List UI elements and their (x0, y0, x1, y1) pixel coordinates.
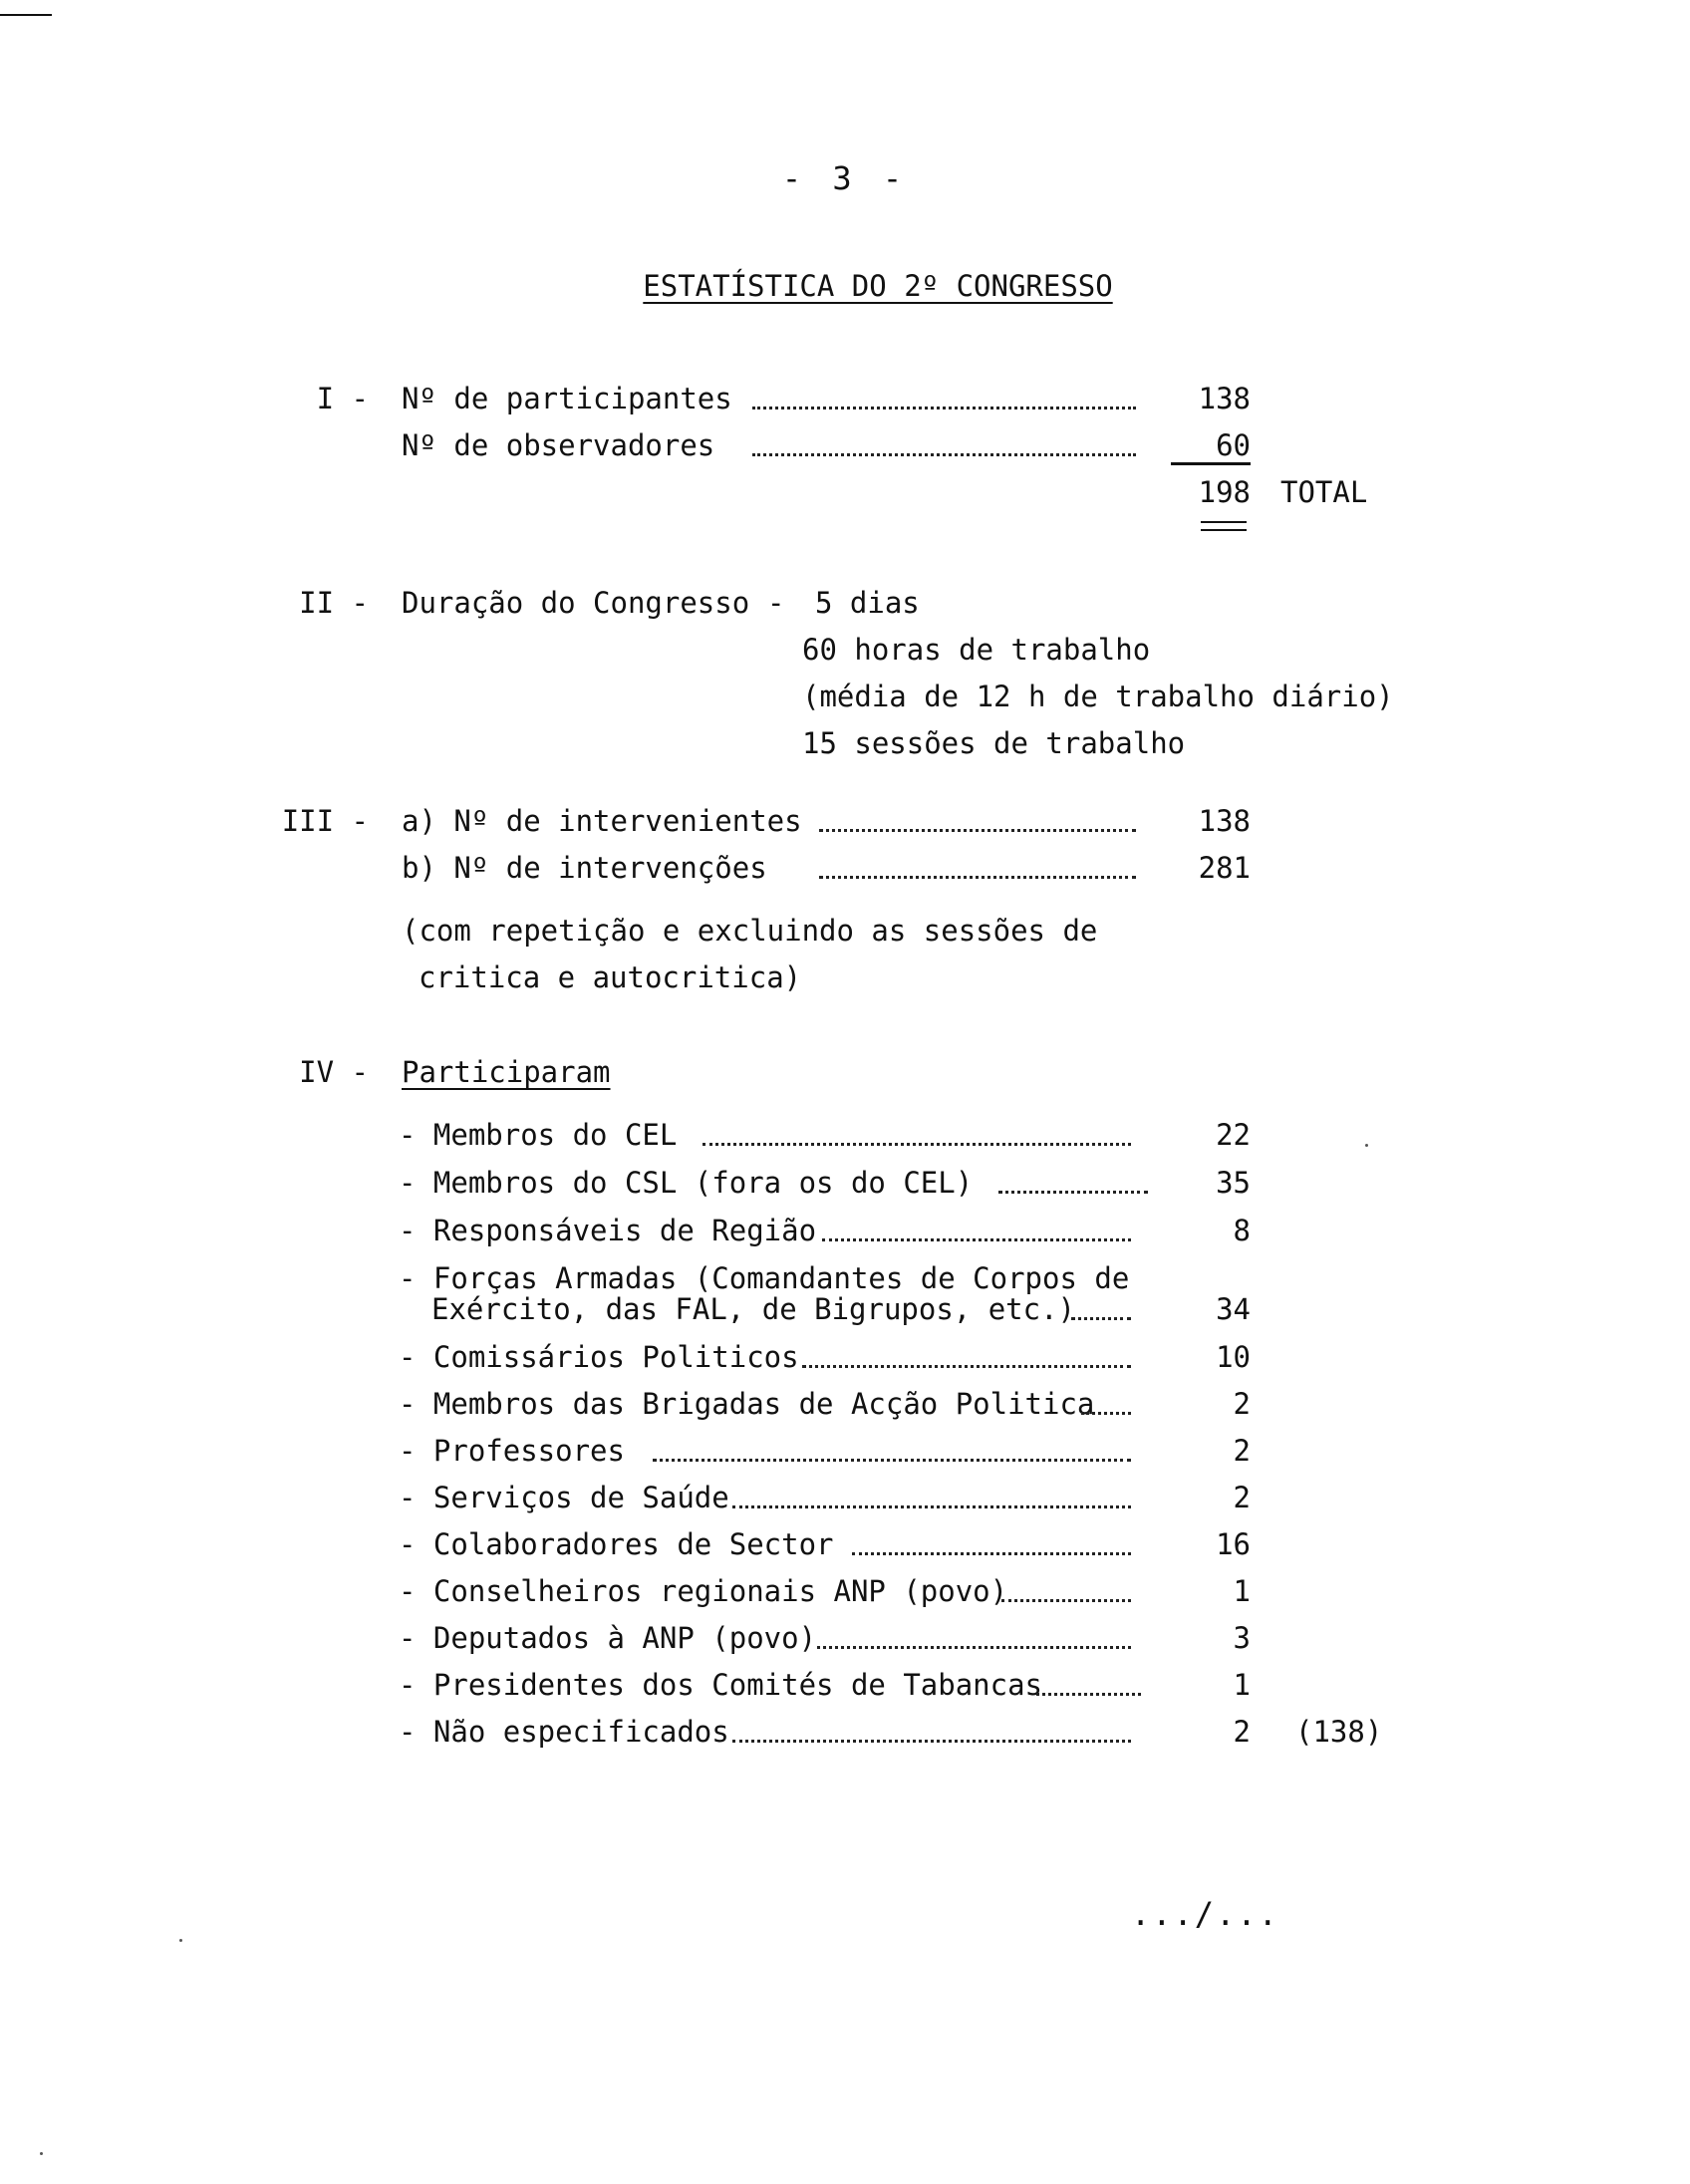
total-value: 198 (1198, 475, 1251, 509)
participants-value: 138 (1198, 382, 1251, 415)
leader-dots (732, 1740, 1131, 1743)
list-item: - Comissários Politicos (399, 1340, 799, 1374)
duration-hours: 60 horas de trabalho (802, 633, 1151, 667)
leader-dots (732, 1505, 1131, 1508)
leader-dots (817, 1646, 1131, 1649)
interventions-label: b) Nº de intervenções (402, 851, 767, 885)
interveners-value: 138 (1198, 804, 1251, 838)
list-item-value: 10 (1216, 1340, 1251, 1374)
observers-label: Nº de observadores (402, 428, 715, 462)
scan-speck (179, 1939, 182, 1942)
section-iv-numeral: IV - (299, 1055, 369, 1089)
leader-dots (1001, 1599, 1131, 1602)
list-item-continued: Exército, das FAL, de Bigrupos, etc.) (431, 1292, 1076, 1326)
list-item: - Professores (399, 1434, 625, 1468)
leader-dots (653, 1459, 1131, 1462)
list-item-value: 3 (1233, 1621, 1251, 1655)
list-item-value: 8 (1233, 1214, 1251, 1247)
document-title: ESTATÍSTICA DO 2º CONGRESSO (643, 269, 1113, 303)
duration-sessions: 15 sessões de trabalho (802, 726, 1186, 760)
duration-average: (média de 12 h de trabalho diário) (802, 680, 1394, 713)
interventions-note-line2: critica e autocritica) (419, 960, 802, 994)
leader-dots (819, 876, 1136, 879)
interventions-note-line1: (com repetição e excluindo as sessões de (402, 914, 1098, 948)
leader-dots (822, 1238, 1131, 1241)
scan-mark (0, 14, 52, 16)
duration-days: 5 dias (815, 586, 920, 620)
list-item-value: 2 (1233, 1715, 1251, 1749)
observers-value: 60 (1171, 428, 1251, 465)
list-item: - Não especificados (399, 1715, 729, 1749)
double-underline (1201, 521, 1247, 531)
section-ii-numeral: II - (299, 586, 369, 620)
interventions-value: 281 (1198, 851, 1251, 885)
scan-speck (40, 2152, 43, 2155)
list-item: - Serviços de Saúde (399, 1481, 729, 1514)
scan-speck (1365, 1144, 1368, 1147)
list-item-value: 2 (1233, 1387, 1251, 1421)
section-iii-numeral: III - (281, 804, 369, 838)
list-item: - Membros do CEL (399, 1118, 678, 1152)
list-item-value: 34 (1216, 1292, 1251, 1326)
section-i-numeral: I - (316, 382, 369, 415)
leader-dots (852, 1552, 1131, 1555)
leader-dots (998, 1191, 1148, 1194)
leader-dots (802, 1365, 1131, 1368)
list-item-value: 2 (1233, 1481, 1251, 1514)
participants-heading: Participaram (402, 1055, 611, 1089)
page-number: - 3 - (781, 159, 909, 197)
participants-label: Nº de participantes (402, 382, 732, 415)
list-item: - Membros das Brigadas de Acção Politica (399, 1387, 1095, 1421)
list-item-value: 1 (1233, 1574, 1251, 1608)
leader-dots (1036, 1693, 1141, 1696)
leader-dots (1081, 1412, 1131, 1415)
continuation-mark: .../... (1131, 1895, 1279, 1933)
list-item: - Responsáveis de Região (399, 1214, 817, 1247)
list-item: - Conselheiros regionais ANP (povo) (399, 1574, 1008, 1608)
list-item: - Forças Armadas (Comandantes de Corpos de (399, 1261, 1130, 1295)
list-item: - Colaboradores de Sector (399, 1527, 834, 1561)
leader-dots (1071, 1317, 1131, 1320)
duration-label: Duração do Congresso (402, 586, 750, 620)
list-item-value: 35 (1216, 1166, 1251, 1200)
leader-dots (819, 829, 1136, 832)
list-item-value: 1 (1233, 1668, 1251, 1702)
list-item-value: 16 (1216, 1527, 1251, 1561)
list-item: - Deputados à ANP (povo) (399, 1621, 817, 1655)
list-item-value: 22 (1216, 1118, 1251, 1152)
leader-dots (752, 407, 1136, 410)
list-item-value: 2 (1233, 1434, 1251, 1468)
leader-dots (752, 453, 1136, 456)
total-label: TOTAL (1280, 475, 1368, 509)
interveners-label: a) Nº de intervenientes (402, 804, 802, 838)
participants-total: (138) (1295, 1715, 1383, 1749)
leader-dots (703, 1143, 1131, 1146)
list-item: - Presidentes dos Comités de Tabancas (399, 1668, 1043, 1702)
duration-dash: - (767, 586, 785, 620)
list-item: - Membros do CSL (fora os do CEL) (399, 1166, 974, 1200)
